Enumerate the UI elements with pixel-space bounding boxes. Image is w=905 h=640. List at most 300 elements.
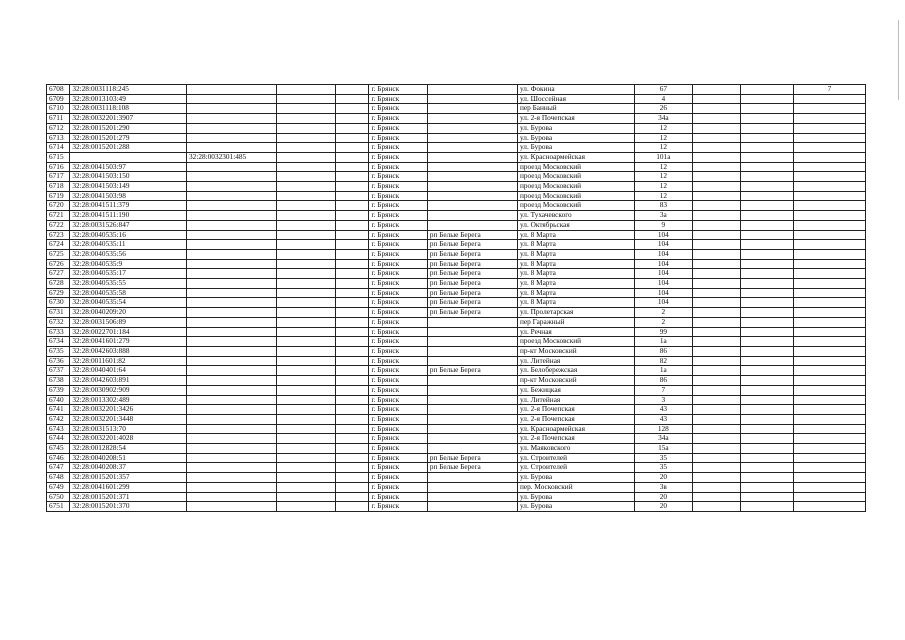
cell-street: проезд Московский — [517, 172, 634, 182]
cell-number: 6719 — [47, 191, 70, 201]
cell-empty — [277, 473, 335, 483]
cell-parent-cadastral-number — [187, 201, 277, 211]
cell-parent-cadastral-number — [187, 162, 277, 172]
cell-empty — [277, 376, 335, 386]
cell-house: 104 — [634, 240, 692, 250]
cell-cadastral-number: 32:28:0032201:3448 — [70, 414, 187, 424]
cell-house: 7 — [634, 385, 692, 395]
cell-cadastral-number: 32:28:0031526:847 — [70, 220, 187, 230]
cell-extra — [793, 356, 865, 366]
cell-settlement — [427, 444, 517, 454]
table-row — [47, 502, 866, 512]
cell-empty — [693, 162, 741, 172]
cell-city: г. Брянск — [369, 434, 427, 444]
cell-number: 6738 — [47, 376, 70, 386]
cell-number: 6749 — [47, 482, 70, 492]
cell-empty — [277, 317, 335, 327]
cell-empty — [335, 434, 369, 444]
cell-extra — [793, 405, 865, 415]
cell-settlement — [427, 114, 517, 124]
cell-city: г. Брянск — [369, 327, 427, 337]
cell-house: 104 — [634, 259, 692, 269]
table-row — [47, 259, 866, 269]
cell-extra — [793, 162, 865, 172]
cell-empty — [740, 269, 793, 279]
cell-empty — [693, 172, 741, 182]
cell-extra — [793, 492, 865, 502]
cell-empty — [693, 114, 741, 124]
cell-empty — [335, 405, 369, 415]
cell-cadastral-number: 32:28:0042603:888 — [70, 346, 187, 356]
cell-extra — [793, 482, 865, 492]
cell-street: пр-кт Московский — [517, 346, 634, 356]
cell-empty — [740, 346, 793, 356]
cell-empty — [277, 453, 335, 463]
cell-city: г. Брянск — [369, 182, 427, 192]
cell-number: 6742 — [47, 414, 70, 424]
cell-city: г. Брянск — [369, 114, 427, 124]
cell-street: проезд Московский — [517, 162, 634, 172]
cell-street: ул. Бурова — [517, 473, 634, 483]
cell-cadastral-number: 32:28:0031118:245 — [70, 85, 187, 95]
cell-number: 6745 — [47, 444, 70, 454]
cell-empty — [740, 259, 793, 269]
cell-extra — [793, 317, 865, 327]
cell-parent-cadastral-number — [187, 85, 277, 95]
cell-city: г. Брянск — [369, 317, 427, 327]
cell-empty — [335, 269, 369, 279]
cell-number: 6718 — [47, 182, 70, 192]
cell-number: 6721 — [47, 211, 70, 221]
cell-cadastral-number: 32:28:0041503:150 — [70, 172, 187, 182]
cell-empty — [277, 133, 335, 143]
cell-parent-cadastral-number — [187, 473, 277, 483]
cell-empty — [693, 211, 741, 221]
cell-empty — [740, 376, 793, 386]
scan-margin-line — [898, 20, 899, 100]
cell-number: 6740 — [47, 395, 70, 405]
cell-street: ул. 2-я Почепская — [517, 414, 634, 424]
cell-extra — [793, 366, 865, 376]
cell-city: г. Брянск — [369, 162, 427, 172]
cell-extra — [793, 327, 865, 337]
table-row — [47, 152, 866, 162]
table-row — [47, 308, 866, 318]
cell-empty — [335, 288, 369, 298]
cell-street: ул. Тухачевского — [517, 211, 634, 221]
cell-number: 6733 — [47, 327, 70, 337]
cell-empty — [693, 482, 741, 492]
cell-cadastral-number: 32:28:0032201:3907 — [70, 114, 187, 124]
cell-extra — [793, 259, 865, 269]
cell-city: г. Брянск — [369, 444, 427, 454]
cell-extra — [793, 191, 865, 201]
cell-empty — [693, 133, 741, 143]
cell-empty — [335, 463, 369, 473]
cell-empty — [335, 240, 369, 250]
registry-table-body — [47, 85, 866, 512]
cell-empty — [277, 279, 335, 289]
cell-cadastral-number: 32:28:0040401:64 — [70, 366, 187, 376]
cell-cadastral-number: 32:28:0040535:54 — [70, 298, 187, 308]
table-row — [47, 434, 866, 444]
cell-parent-cadastral-number — [187, 259, 277, 269]
cell-house: 34а — [634, 434, 692, 444]
cell-house: 86 — [634, 346, 692, 356]
cell-parent-cadastral-number — [187, 492, 277, 502]
cell-extra — [793, 395, 865, 405]
table-row — [47, 346, 866, 356]
cell-extra — [793, 279, 865, 289]
cell-empty — [740, 182, 793, 192]
cell-empty — [740, 298, 793, 308]
cell-extra — [793, 385, 865, 395]
cell-cadastral-number: 32:28:0040535:17 — [70, 269, 187, 279]
cell-empty — [335, 492, 369, 502]
cell-house: 104 — [634, 269, 692, 279]
cell-cadastral-number: 32:28:0041511:190 — [70, 211, 187, 221]
cell-settlement — [427, 385, 517, 395]
cell-empty — [277, 191, 335, 201]
table-row — [47, 463, 866, 473]
cell-empty — [740, 424, 793, 434]
cell-house: 104 — [634, 298, 692, 308]
cell-house: 99 — [634, 327, 692, 337]
cell-cadastral-number: 32:28:0015201:370 — [70, 502, 187, 512]
cell-settlement — [427, 104, 517, 114]
cell-empty — [693, 104, 741, 114]
cell-parent-cadastral-number — [187, 104, 277, 114]
cell-street: ул. 2-я Почепская — [517, 405, 634, 415]
cell-street: ул. Бурова — [517, 492, 634, 502]
cell-house: 104 — [634, 249, 692, 259]
cell-street: ул. Бурова — [517, 502, 634, 512]
cell-city: г. Брянск — [369, 405, 427, 415]
cell-settlement — [427, 473, 517, 483]
cell-empty — [693, 143, 741, 153]
cell-city: г. Брянск — [369, 172, 427, 182]
cell-street: ул. 8 Марта — [517, 288, 634, 298]
cell-empty — [335, 376, 369, 386]
cell-extra — [793, 94, 865, 104]
table-row — [47, 94, 866, 104]
cell-empty — [740, 172, 793, 182]
cell-city: г. Брянск — [369, 395, 427, 405]
cell-number: 6731 — [47, 308, 70, 318]
cell-empty — [277, 444, 335, 454]
cell-house: 12 — [634, 172, 692, 182]
cell-cadastral-number: 32:28:0040535:16 — [70, 230, 187, 240]
cell-cadastral-number: 32:28:0015201:288 — [70, 143, 187, 153]
cell-street: ул. 2-я Почепская — [517, 114, 634, 124]
cell-cadastral-number: 32:28:0015201:290 — [70, 123, 187, 133]
table-row — [47, 288, 866, 298]
cell-empty — [740, 133, 793, 143]
cell-empty — [740, 308, 793, 318]
cell-house: 86 — [634, 376, 692, 386]
cell-parent-cadastral-number — [187, 434, 277, 444]
cell-city: г. Брянск — [369, 482, 427, 492]
cell-settlement: рп Белые Берега — [427, 366, 517, 376]
cell-number: 6711 — [47, 114, 70, 124]
cell-empty — [277, 162, 335, 172]
cell-cadastral-number: 32:28:0040535:56 — [70, 249, 187, 259]
cell-settlement: рп Белые Берега — [427, 249, 517, 259]
table-row — [47, 162, 866, 172]
cell-number: 6751 — [47, 502, 70, 512]
cell-empty — [277, 230, 335, 240]
cell-empty — [740, 162, 793, 172]
cell-house: 20 — [634, 492, 692, 502]
cell-empty — [740, 211, 793, 221]
cell-house: 20 — [634, 473, 692, 483]
cell-empty — [740, 240, 793, 250]
cell-empty — [740, 249, 793, 259]
cell-cadastral-number: 32:28:0040209:20 — [70, 308, 187, 318]
cell-empty — [335, 317, 369, 327]
cell-house: 43 — [634, 405, 692, 415]
cell-empty — [693, 220, 741, 230]
cell-empty — [277, 85, 335, 95]
table-row — [47, 395, 866, 405]
cell-empty — [693, 240, 741, 250]
cell-number: 6748 — [47, 473, 70, 483]
cell-empty — [335, 172, 369, 182]
cell-street: проезд Московский — [517, 201, 634, 211]
cell-parent-cadastral-number — [187, 133, 277, 143]
cell-street: ул. Строителей — [517, 463, 634, 473]
cell-settlement — [427, 133, 517, 143]
cell-empty — [693, 249, 741, 259]
table-row — [47, 85, 866, 95]
cell-empty — [740, 366, 793, 376]
cell-empty — [277, 288, 335, 298]
table-row — [47, 298, 866, 308]
cell-empty — [277, 492, 335, 502]
cell-extra — [793, 249, 865, 259]
cell-empty — [335, 85, 369, 95]
table-row — [47, 385, 866, 395]
cell-extra — [793, 240, 865, 250]
cell-empty — [335, 453, 369, 463]
cell-number: 6734 — [47, 337, 70, 347]
cell-street: ул. Литейная — [517, 395, 634, 405]
cell-empty — [693, 288, 741, 298]
cell-settlement — [427, 327, 517, 337]
cell-empty — [740, 114, 793, 124]
cell-empty — [335, 279, 369, 289]
cell-extra — [793, 143, 865, 153]
cell-empty — [277, 220, 335, 230]
cell-settlement — [427, 94, 517, 104]
cell-cadastral-number: 32:28:0041503:97 — [70, 162, 187, 172]
table-row — [47, 269, 866, 279]
cell-number: 6724 — [47, 240, 70, 250]
cell-empty — [740, 317, 793, 327]
cell-parent-cadastral-number — [187, 405, 277, 415]
cell-street: ул. 8 Марта — [517, 298, 634, 308]
cell-street: ул. 8 Марта — [517, 269, 634, 279]
cell-empty — [335, 201, 369, 211]
cell-empty — [740, 94, 793, 104]
cell-number: 6715 — [47, 152, 70, 162]
cell-settlement: рп Белые Берега — [427, 269, 517, 279]
table-row — [47, 172, 866, 182]
table-row — [47, 279, 866, 289]
cell-empty — [740, 327, 793, 337]
cell-house: 101а — [634, 152, 692, 162]
cell-number: 6735 — [47, 346, 70, 356]
cell-number: 6732 — [47, 317, 70, 327]
cell-house: 3а — [634, 211, 692, 221]
cell-street: ул. Речная — [517, 327, 634, 337]
cell-number: 6746 — [47, 453, 70, 463]
cell-empty — [335, 337, 369, 347]
cell-street: ул. 8 Марта — [517, 279, 634, 289]
cell-cadastral-number: 32:28:0032201:3426 — [70, 405, 187, 415]
cell-empty — [277, 269, 335, 279]
registry-table — [46, 84, 866, 512]
cell-empty — [740, 482, 793, 492]
cell-empty — [740, 230, 793, 240]
table-row — [47, 104, 866, 114]
cell-parent-cadastral-number — [187, 424, 277, 434]
table-row — [47, 482, 866, 492]
cell-cadastral-number: 32:28:0031506:89 — [70, 317, 187, 327]
cell-empty — [740, 191, 793, 201]
cell-empty — [693, 259, 741, 269]
cell-extra — [793, 104, 865, 114]
cell-settlement — [427, 424, 517, 434]
cell-empty — [335, 191, 369, 201]
table-row — [47, 240, 866, 250]
cell-parent-cadastral-number — [187, 182, 277, 192]
cell-parent-cadastral-number — [187, 453, 277, 463]
cell-empty — [693, 230, 741, 240]
cell-city: г. Брянск — [369, 346, 427, 356]
cell-empty — [335, 444, 369, 454]
cell-empty — [277, 424, 335, 434]
cell-house: 3в — [634, 482, 692, 492]
cell-house: 26 — [634, 104, 692, 114]
cell-empty — [335, 152, 369, 162]
cell-parent-cadastral-number — [187, 337, 277, 347]
cell-house: 12 — [634, 143, 692, 153]
cell-empty — [740, 405, 793, 415]
cell-empty — [693, 298, 741, 308]
cell-empty — [740, 85, 793, 95]
cell-parent-cadastral-number — [187, 288, 277, 298]
cell-street: ул. 2-я Почепская — [517, 434, 634, 444]
cell-empty — [693, 94, 741, 104]
cell-parent-cadastral-number — [187, 191, 277, 201]
cell-empty — [693, 444, 741, 454]
cell-empty — [277, 356, 335, 366]
cell-street: проезд Московский — [517, 182, 634, 192]
cell-empty — [277, 249, 335, 259]
cell-extra — [793, 414, 865, 424]
cell-empty — [277, 414, 335, 424]
table-row — [47, 191, 866, 201]
cell-house: 12 — [634, 162, 692, 172]
cell-city: г. Брянск — [369, 366, 427, 376]
cell-empty — [277, 259, 335, 269]
cell-empty — [335, 94, 369, 104]
cell-empty — [740, 356, 793, 366]
cell-settlement — [427, 123, 517, 133]
cell-settlement — [427, 346, 517, 356]
cell-house: 104 — [634, 230, 692, 240]
cell-empty — [335, 502, 369, 512]
cell-extra — [793, 502, 865, 512]
cell-empty — [277, 385, 335, 395]
cell-cadastral-number: 32:28:0011601:82 — [70, 356, 187, 366]
cell-number: 6743 — [47, 424, 70, 434]
cell-number: 6712 — [47, 123, 70, 133]
cell-street: ул. Красноармейская — [517, 152, 634, 162]
cell-parent-cadastral-number — [187, 482, 277, 492]
cell-settlement — [427, 356, 517, 366]
cell-settlement — [427, 162, 517, 172]
cell-empty — [693, 346, 741, 356]
table-row — [47, 249, 866, 259]
cell-extra — [793, 123, 865, 133]
cell-extra — [793, 473, 865, 483]
cell-house: 2 — [634, 317, 692, 327]
table-row — [47, 182, 866, 192]
cell-empty — [277, 123, 335, 133]
cell-extra — [793, 434, 865, 444]
cell-street: ул. Фокина — [517, 85, 634, 95]
cell-settlement — [427, 482, 517, 492]
cell-settlement — [427, 182, 517, 192]
cell-extra — [793, 201, 865, 211]
cell-settlement — [427, 376, 517, 386]
cell-empty — [277, 240, 335, 250]
cell-house: 128 — [634, 424, 692, 434]
table-row — [47, 114, 866, 124]
cell-street: ул. Белобережская — [517, 366, 634, 376]
cell-empty — [693, 385, 741, 395]
cell-settlement — [427, 405, 517, 415]
cell-empty — [277, 94, 335, 104]
cell-number: 6713 — [47, 133, 70, 143]
cell-settlement: рп Белые Берега — [427, 259, 517, 269]
cell-empty — [740, 444, 793, 454]
cell-empty — [740, 502, 793, 512]
cell-empty — [277, 143, 335, 153]
cell-house: 15а — [634, 444, 692, 454]
cell-city: г. Брянск — [369, 191, 427, 201]
cell-street: проезд Московский — [517, 337, 634, 347]
cell-cadastral-number: 32:28:0022701:184 — [70, 327, 187, 337]
cell-empty — [277, 201, 335, 211]
cell-empty — [335, 249, 369, 259]
cell-city: г. Брянск — [369, 453, 427, 463]
cell-empty — [693, 85, 741, 95]
cell-empty — [693, 414, 741, 424]
table-row — [47, 201, 866, 211]
cell-number: 6728 — [47, 279, 70, 289]
cell-settlement — [427, 152, 517, 162]
cell-empty — [740, 414, 793, 424]
cell-empty — [740, 492, 793, 502]
cell-city: г. Брянск — [369, 424, 427, 434]
cell-city: г. Брянск — [369, 94, 427, 104]
cell-empty — [693, 395, 741, 405]
cell-empty — [693, 201, 741, 211]
table-row — [47, 405, 866, 415]
